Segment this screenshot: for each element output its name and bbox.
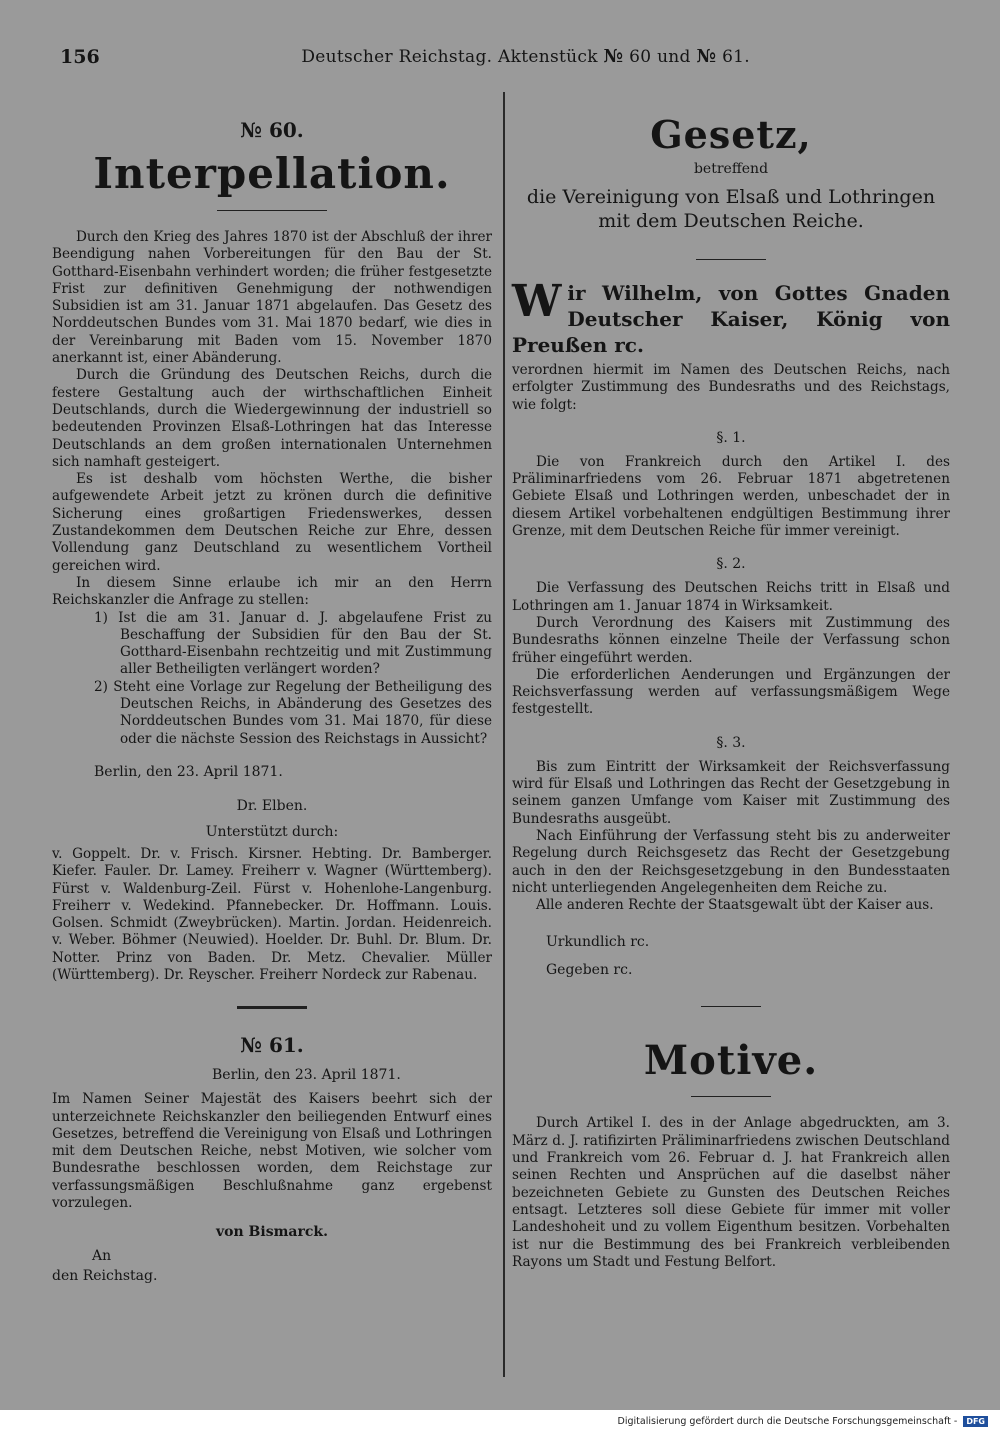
law-title: Gesetz,	[650, 112, 812, 157]
und-text: und	[657, 47, 691, 67]
law-subject-intro: betreffend	[693, 161, 769, 177]
signature: von Bismarck.	[216, 1224, 328, 1241]
credit-text: Digitalisierung gefördert durch die Deutsche Forschungsgemeinschaft -	[617, 1416, 958, 1427]
doc-number-1: 60	[629, 47, 652, 67]
preamble: verordnen hiermit im Namen des Deutschen Reichs, nach erfolgter Zustimmung des Bundesraths und des Reichstags, wie folgt:	[512, 362, 950, 413]
section-rule	[237, 1006, 307, 1009]
recipient: den Reichstag.	[52, 1268, 158, 1285]
right-column	[512, 100, 950, 1271]
running-title	[301, 46, 750, 67]
doc61-date: Berlin, den 23. April 1871.	[212, 1067, 401, 1084]
motive-text: Durch Artikel I. des in der Anlage abgedruckten, am 3. März d. J. ratifizirten Präliminarfriedens zwischen Deutschland und Frankreich vom 26. Februar d. J. hat Frankreich allen seinen Rechten und Ansprüchen auf die daselbst näher bezeichneten Gebiete zu Gunsten des Deutschen Reiches entsagt. Letzteres soll diese Gebiete für immer mit voller Landeshoheit und zu vollem Eigenthum besitzen. Vorbehalten ist nur die Bestimmung des bei Frankreich verbleibenden Rayons um Stadt und Festung Belfort.	[512, 1115, 950, 1270]
paragraph: Durch den Krieg des Jahres 1870 ist der Abschluß der ihrer Beendigung nahen Vorbereitungen für den Bau der St. Gotthard-Eisenbahn verhindert worden; die früher festgesetzte Frist zur definitiven Genehmigung der nothwendigen Subsidien ist am 31. Januar 1871 abgelaufen. Das Gesetz des Norddeutschen Bundes vom 31. Mai 1870 bedarf, wie dies in der Vereinbarung mit Baden vom 15. November 1870 anerkannt ist, einer Abänderung.	[52, 229, 492, 367]
section-text: Die Verfassung des Deutschen Reichs tritt in Elsaß und Lothringen am 1. Januar 1874 in Wirksamkeit.	[512, 580, 950, 614]
enactment-text: ir Wilhelm, von Gottes Gnaden Deutscher Kaiser, König von Preußen rc.	[512, 281, 950, 357]
section-text: Nach Einführung der Verfassung steht bis zu anderweiter Regelung durch Reichsgesetz das Recht der Gesetzgebung auch in den der Reichsgesetzgebung in den Bundesstaaten nicht unterliegenden Angelegenheiten dem Reiche zu.	[512, 827, 950, 896]
column-divider	[503, 92, 505, 1377]
law-subject-line1: die Vereinigung von Elsaß und Lothringen	[526, 186, 936, 208]
urkundlich: Urkundlich rc.	[546, 934, 650, 951]
running-title-text: Deutscher Reichstag. Aktenstück	[301, 47, 598, 67]
doc60-title: Interpellation.	[93, 149, 451, 198]
rule	[217, 210, 327, 211]
section-text: Die erforderlichen Aenderungen und Ergänzungen der Reichsverfassung werden auf verfassungsmäßigem Wege festgestellt.	[512, 666, 950, 718]
page-number: 156	[60, 46, 100, 68]
section-heading: §. 1.	[716, 429, 746, 446]
address-an: An	[92, 1248, 112, 1265]
number-sign: №	[603, 46, 624, 67]
doc61-text: Im Namen Seiner Majestät des Kaisers beehrt sich der unterzeichnete Reichskanzler den beiliegenden Entwurf eines Gesetzes, betreffend die Vereinigung von Elsaß und Lothringen mit dem Deutschen Reiche, nebst Motiven, wie solcher vom Bundesrathe beschlossen worden, dem Reichstage zur verfassungsmäßigen Beschlußnahme ganz ergebenst vorzulegen.	[52, 1091, 492, 1212]
supporters-list: v. Goppelt. Dr. v. Frisch. Kirsner. Hebting. Dr. Bamberger. Kiefer. Fauler. Dr. Lamey. Freiherr v. Wagner (Württemberg). Fürst v. Waldenburg-Zeil. Fürst v. Hohenlohe-Langenburg. Freiherr v. Wedekind. Pfannebecker. Dr. Hoffmann. Louis. Golsen. Schmidt (Zweybrücken). Martin. Jordan. Heidenreich. v. Weber. Böhmer (Neuwied). Hoelder. Dr. Buhl. Dr. Blum. Dr. Notter. Prinz von Baden. Dr. Metz. Chevalier. Müller (Württemberg). Dr. Reyscher. Freiherr Nordeck zur Rabenau.	[52, 845, 492, 983]
gegeben: Gegeben rc.	[546, 962, 633, 979]
section-heading: §. 2.	[716, 556, 746, 573]
paragraph: Es ist deshalb vom höchsten Werthe, die bisher aufgewendete Arbeit jetzt zu krönen durch die definitive Sicherung eines großartigen Friedenswerkes, dessen Zustandekommen dem Deutschen Reiche zur Ehre, dessen Vollendung ganz Deutschland zu wesentlichem Vortheil gereichen wird.	[52, 471, 492, 574]
section-text: Durch Verordnung des Kaisers mit Zustimmung des Bundesraths können einzelne Theile der Verfassung schon früher eingeführt werden.	[512, 614, 950, 666]
doc60-number: № 60.	[240, 118, 304, 142]
dfg-logo: DFG	[963, 1416, 988, 1427]
rule	[696, 259, 766, 260]
page-header	[40, 46, 960, 76]
question-item: 2) Steht eine Vorlage zur Regelung der Betheiligung des Deutschen Reichs, in Abänderung des Gesetzes des Norddeutschen Bundes vom 31. Mai 1870, für diese oder die nächste Session des Reichstags in Aussicht?	[94, 678, 492, 747]
section-text: Die von Frankreich durch den Artikel I. des Präliminarfriedens vom 26. Februar 1871 abgetretenen Gebiete Elsaß und Lothringen werden, unbeschadet der in diesem Artikel vorbehaltenen endgültigen Bestimmung ihrer Grenze, mit dem Deutschen Reiche für immer vereinigt.	[512, 453, 950, 540]
enactment-formula	[512, 276, 950, 358]
section-text: Alle anderen Rechte der Staatsgewalt übt der Kaiser aus.	[536, 897, 934, 914]
rule	[691, 1096, 771, 1097]
law-subject-line2: mit dem Deutschen Reiche.	[598, 210, 864, 232]
number-sign: №	[696, 46, 717, 67]
date-line: Berlin, den 23. April 1871.	[94, 763, 283, 780]
paragraph: In diesem Sinne erlaube ich mir an den Herrn Reichskanzler die Anfrage zu stellen:	[52, 574, 492, 609]
section-heading: §. 3.	[716, 734, 746, 751]
digitization-credit	[618, 1416, 988, 1427]
doc61-number: № 61.	[240, 1033, 304, 1058]
left-column	[52, 100, 492, 1286]
motive-title: Motive.	[643, 1037, 819, 1085]
paragraph: Durch die Gründung des Deutschen Reichs, durch die festere Gestaltung auch der wirthschaftlichen Einheit Deutschlands, durch die Wiedergewinnung der industriell so bedeutenden Provinzen Elsaß-Lothringen hat das Interesse Deutschlands an dem großen internationalen Unternehmen sich namhaft gesteigert.	[52, 367, 492, 470]
supported-by: Unterstützt durch:	[205, 823, 339, 840]
signer: Dr. Elben.	[236, 797, 308, 814]
question-item: 1) Ist die am 31. Januar d. J. abgelaufene Frist zu Beschaffung der Subsidien für den Bau der St. Gotthard-Eisenbahn rechtzeitig und mit Zustimmung aller Betheiligten verlängert worden?	[94, 609, 492, 678]
drop-initial: W	[512, 276, 562, 327]
rule	[701, 1006, 761, 1007]
doc-number-2: 61.	[722, 47, 750, 67]
section-text: Bis zum Eintritt der Wirksamkeit der Reichsverfassung wird für Elsaß und Lothringen das Recht der Gesetzgebung in seinem ganzen Umfange vom Kaiser mit Zustimmung des Bundesraths ausgeübt.	[512, 758, 950, 827]
